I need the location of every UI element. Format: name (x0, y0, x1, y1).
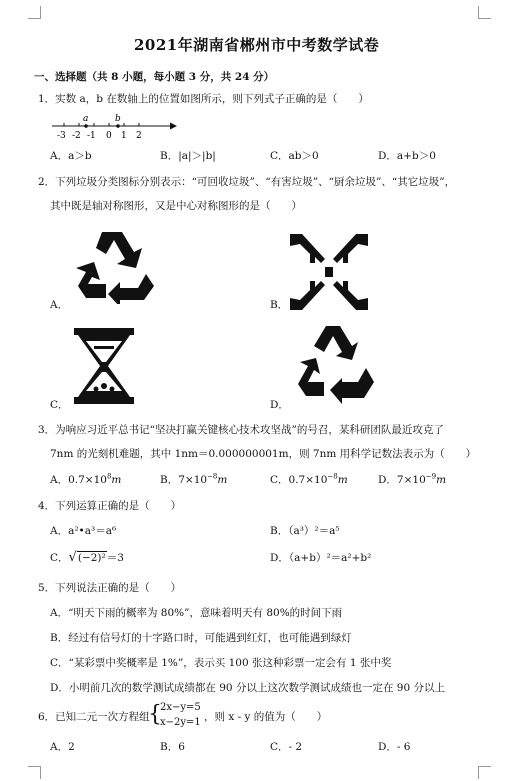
corner-mark-bottom-left (28, 766, 41, 779)
q2-option-d-label: D． (270, 399, 289, 411)
question-3-stem-line-2: 7nm 的光刻机难题，其中 1nm＝0.000000001m，则 7nm 用科学记数法表示为（ ） (50, 448, 477, 460)
equation-2: x−2y=1 (160, 717, 201, 728)
q6-option-d: D．- 6 (378, 741, 411, 753)
q3-option-a: A．$0.7\times 10^8m$ (50, 472, 122, 486)
point-a-label: a (83, 114, 89, 124)
q6-option-c: C．- 2 (270, 741, 303, 753)
q1-option-c: C．ab＞0 (270, 150, 319, 162)
q4-option-a: A．a²•a³＝a⁶ (50, 525, 117, 537)
equation-system-brace: { (148, 702, 162, 727)
q6-option-a: A．2 (50, 741, 75, 753)
q2-option-a-label: A． (50, 299, 69, 311)
hazardous-waste-icon (288, 232, 370, 312)
point-b (116, 124, 120, 128)
q1-option-d: D．a+b＞0 (378, 150, 436, 162)
q5-option-c: C．“某彩票中奖概率是 1%”，表示买 100 张这种彩票一定会有 1 张中奖 (50, 657, 392, 669)
point-a (84, 124, 88, 128)
square-root-sign: √ (68, 550, 77, 565)
tick-label: 0 (106, 131, 112, 141)
q3-option-d: D．$7\times 10^{-9}m$ (378, 472, 447, 486)
question-6-stem-prefix: 6．已知二元一次方程组 (38, 711, 150, 723)
tick-label: -1 (87, 131, 96, 141)
page-title: 2021年湖南省郴州市中考数学试卷 (134, 36, 380, 54)
number-line-arrow (170, 123, 177, 130)
q4-option-b: B．（a³）²＝a⁵ (270, 525, 340, 537)
tick-label: 2 (136, 131, 142, 141)
question-1-stem: 1．实数 a，b 在数轴上的位置如图所示，则下列式子正确的是（ ） (38, 93, 369, 105)
corner-mark-top-right (478, 6, 491, 19)
q3-option-b: B．$7\times 10^{-8}m$ (160, 472, 228, 486)
q1-option-b: B．|a|＞|b| (160, 150, 216, 162)
question-2-stem-line-1: 2．下列垃圾分类图标分别表示：“可回收垃圾”、“有害垃圾”、“厨余垃圾”、“其它垃圾”， (38, 176, 456, 188)
q5-option-d: D．小明前几次的数学测试成绩都在 90 分以上这次数学测试成绩也一定在 90 分以上 (50, 682, 445, 694)
question-2-stem-line-2: 其中既是轴对称图形，又是中心对称图形的是（ ） (50, 200, 302, 212)
question-3-stem-line-1: 3．为响应习近平总书记“坚决打赢关键核心技术攻坚战”的号召，某科研团队最近攻克了 (38, 424, 444, 436)
q1-option-a: A．a＞b (50, 150, 92, 162)
tick-label: 1 (121, 131, 127, 141)
section-heading: 一、选择题（共 8 小题，每小题 3 分，共 24 分） (34, 71, 275, 83)
number-line (50, 110, 180, 142)
hourglass-icon (72, 326, 136, 406)
question-6-stem-suffix: ，则 x - y 的值为（ ） (204, 711, 328, 723)
q3-option-c: C．$0.7\times 10^{-8}m$ (270, 472, 348, 486)
tick-label: -3 (57, 131, 66, 141)
question-5-stem: 5．下列说法正确的是（ ） (38, 582, 182, 594)
corner-mark-bottom-right (478, 766, 491, 779)
point-b-label: b (115, 114, 121, 124)
q5-option-a: A．“明天下雨的概率为 80%”，意味着明天有 80%的时间下雨 (50, 607, 343, 619)
q5-option-b: B．经过有信号灯的十字路口时，可能遇到红灯，也可能遇到绿灯 (50, 632, 352, 644)
q4-option-c: C．√(−2)²＝3 (50, 550, 124, 565)
corner-mark-top-left (28, 6, 41, 19)
q2-option-c-label: C． (50, 399, 69, 411)
q6-option-b: B．6 (160, 741, 185, 753)
tick-label: -2 (72, 131, 81, 141)
equation-1: 2x−y=5 (160, 702, 201, 713)
radicand: (−2)² (77, 552, 106, 564)
q4-option-d: D．（a+b）²＝a²+b² (270, 552, 372, 564)
question-4-stem: 4．下列运算正确的是（ ） (38, 500, 182, 512)
q2-option-b-label: B． (270, 299, 289, 311)
other-waste-icon (290, 322, 376, 406)
recycle-icon (72, 228, 156, 304)
